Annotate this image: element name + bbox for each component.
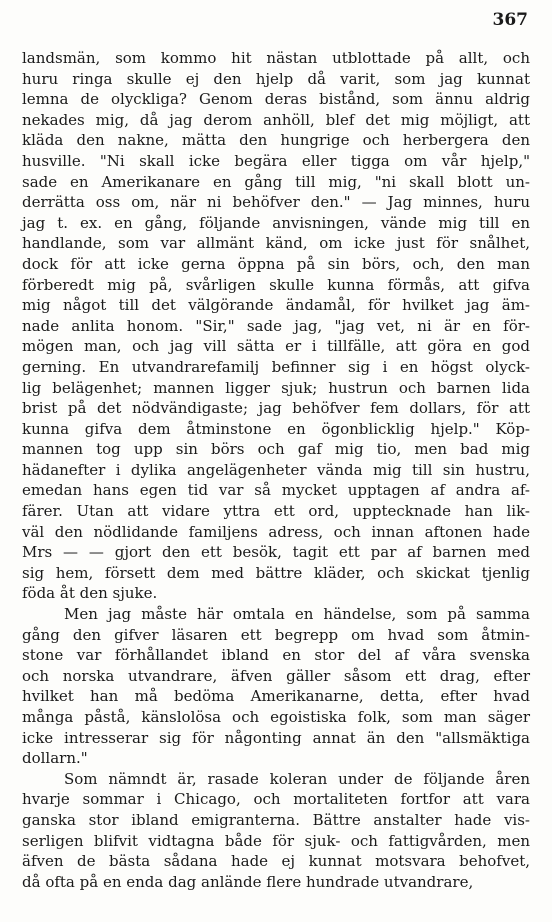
text-line: gerning. En utvandrarefamilj befinner sig i en högst olyck- [22, 357, 530, 376]
text-line: mannen tog upp sin börs och gaf mig tio, men bad mig [22, 440, 530, 459]
text-line: dollarn." [22, 749, 88, 768]
text-line: lig belägenhet; mannen ligger sjuk; hustrun och barnen lida [22, 378, 530, 397]
text-line: stone var förhållandet ibland en stor del af våra svenska [22, 646, 530, 665]
text-line: väl den nödlidande familjens adress, och innan aftonen hade [22, 522, 530, 541]
text-line: landsmän, som kommo hit nästan utblottade på allt, och [22, 49, 530, 67]
text-line: huru ringa skulle ej den hjelp då varit, som jag kunnat [22, 69, 530, 88]
text-line: färer. Utan att vidare yttra ett ord, upptecknade han lik- [22, 502, 530, 521]
text-line: emedan hans egen tid var så mycket upptagen af andra af- [22, 481, 530, 500]
text-line: lemna de olyckliga? Genom deras bistånd, som ännu aldrig [22, 90, 530, 109]
text-line: Mrs — — gjort den ett besök, tagit ett par af barnen med [22, 543, 530, 562]
text-line: gång den gifver läsaren ett begrepp om hvad som åtmin- [22, 625, 530, 644]
paragraph-2 [22, 604, 530, 769]
text-line: husville. "Ni skall icke begära eller tigga om vår hjelp," [22, 151, 530, 170]
text-line: handlande, som var allmänt känd, om icke just för snålhet, [22, 234, 530, 253]
text-line: serligen blifvit vidtagna både för sjuk- och fattigvården, men [22, 831, 530, 850]
paragraph-1 [22, 48, 530, 604]
text-body [22, 48, 530, 892]
text-line: Men jag måste här omtala en händelse, som på samma [64, 605, 530, 624]
text-line: mig något till det välgörande ändamål, för hvilket jag äm- [22, 296, 530, 315]
text-line: då ofta på en enda dag anlände flere hundrade utvandrare, [22, 872, 474, 891]
text-line: derrätta oss om, när ni behöfver den." — Jag minnes, huru [22, 193, 530, 212]
text-line: förberedt mig på, svårligen skulle kunna förmås, att gifva [22, 275, 530, 294]
text-line: sade en Amerikanare en gång till mig, "ni skall blott un- [22, 172, 530, 191]
text-line: hvarje sommar i Chicago, och mortaliteten fortfor att vara [22, 790, 530, 809]
text-line: föda åt den sjuke. [22, 584, 158, 603]
text-line: mögen man, och jag vill sätta er i tillfälle, att göra en god [22, 337, 530, 356]
text-line: hädanefter i dylika angelägenheter vända mig till sin hustru, [22, 460, 530, 479]
text-line: dock för att icke gerna öppna på sin börs, och, den man [22, 254, 530, 273]
text-line: Som nämndt är, rasade koleran under de följande åren [64, 769, 530, 788]
text-line: brist på det nödvändigaste; jag behöfver fem dollars, för att [22, 399, 530, 418]
page-number: 367 [492, 10, 528, 30]
text-line: ganska stor ibland emigranterna. Bättre anstalter hade vis- [22, 810, 530, 829]
paragraph-3 [22, 769, 530, 893]
text-line: äfven de bästa sådana hade ej kunnat motsvara behofvet, [22, 852, 530, 871]
text-line: kläda den nakne, mätta den hungrige och herbergera den [22, 131, 530, 150]
text-line: och norska utvandrare, äfven gäller såsom ett drag, efter [22, 666, 530, 685]
text-line: icke intresserar sig för någonting annat än den "allsmäktiga [22, 728, 530, 747]
text-line: hvilket han må bedöma Amerikanarne, detta, efter hvad [22, 687, 530, 706]
text-line: jag t. ex. en gång, följande anvisningen, vände mig till en [22, 213, 530, 232]
text-line: många påstå, känslolösa och egoistiska folk, som man säger [22, 708, 530, 726]
text-line: kunna gifva dem åtminstone en ögonblicklig hjelp." Köp- [22, 419, 530, 438]
text-line: nade anlita honom. "Sir," sade jag, "jag vet, ni är en för- [22, 316, 530, 335]
text-line: nekades mig, då jag derom anhöll, blef det mig möjligt, att [22, 110, 530, 129]
text-line: sig hem, försett dem med bättre kläder, och skickat tjenlig [22, 563, 530, 582]
